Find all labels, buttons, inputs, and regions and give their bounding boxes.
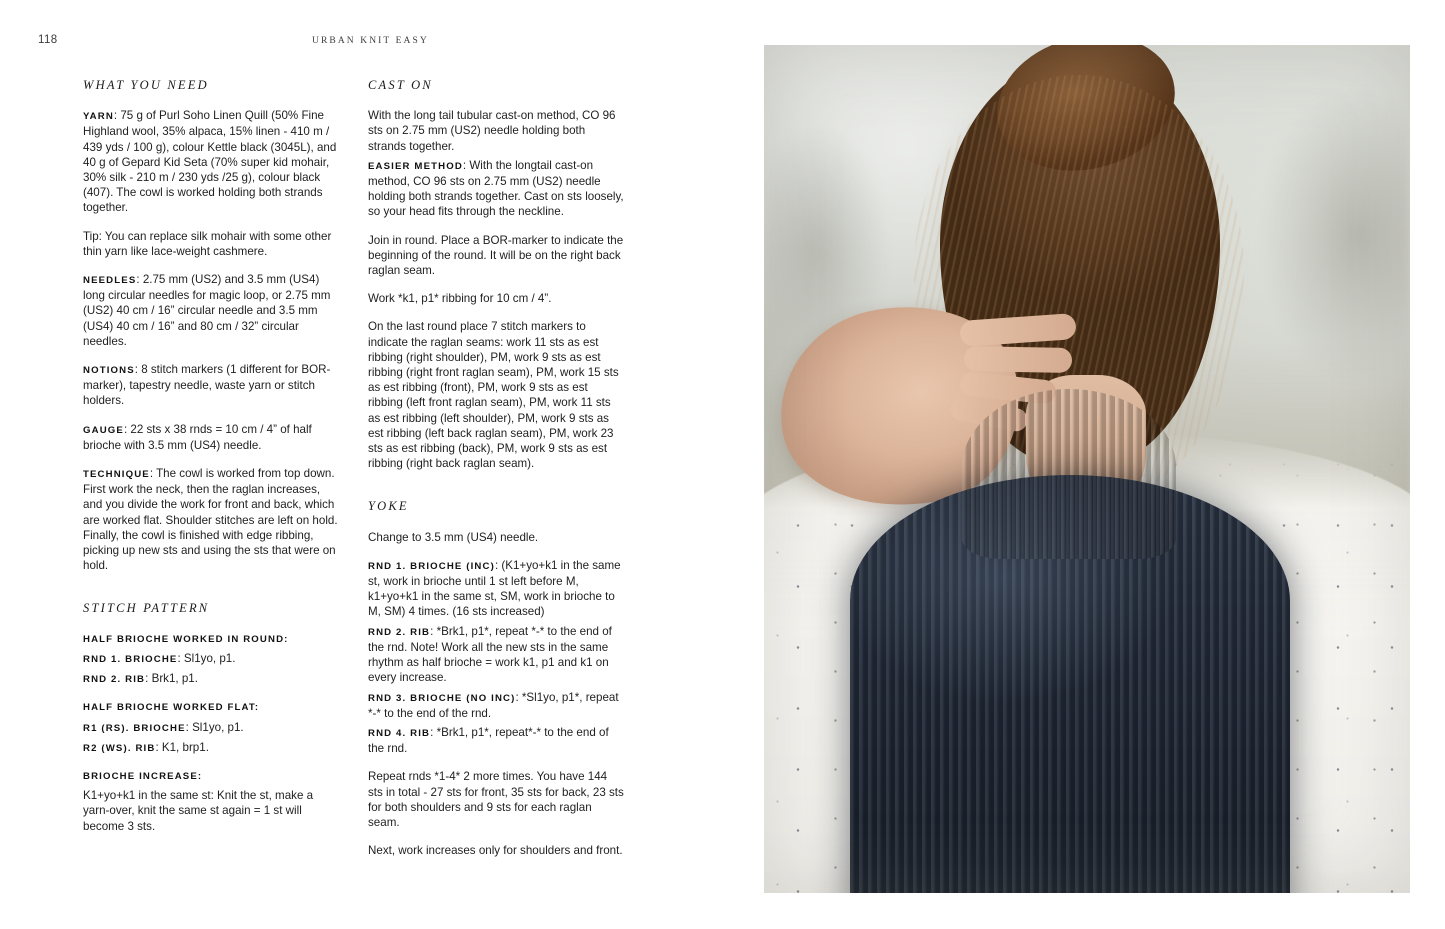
photo-cowl-back-view bbox=[764, 45, 1410, 893]
tip-text: Tip: You can replace silk mohair with some other thin yarn like lace-weight cashmere. bbox=[83, 229, 332, 258]
stitch-row-label-rnd1: RND 1. BRIOCHE bbox=[83, 653, 178, 665]
stitch-row-rnd1 bbox=[83, 651, 339, 667]
entry-text-yarn: : 75 g of Purl Soho Linen Quill (50% Fine Highland wool, 35% alpaca, 15% linen - 410 m / 439 yds / 100 g), colour Kettle black (3045L), and 40 g of Gepard Kid Seta (70% super kid mohair, 30% silk - 210 m / 230 yds /25 g), colour black (407). The cowl is worked holding both strands together. bbox=[83, 109, 337, 215]
left-text-column bbox=[83, 78, 339, 834]
yoke-closing-2: Next, work increases only for shoulders and front. bbox=[368, 844, 623, 858]
entry-text-notions: : 8 stitch markers (1 different for BOR-marker), tapestry needle, waste yarn or stitch holders. bbox=[83, 363, 331, 408]
stitch-row-label-rnd2: RND 2. RIB bbox=[83, 674, 146, 686]
yoke-rnd-3-label: RND 3. BRIOCHE (NO INC) bbox=[368, 692, 516, 704]
running-head: URBAN KNIT EASY bbox=[312, 36, 429, 46]
subheading-half-brioche-flat: HALF BRIOCHE WORKED FLAT: bbox=[83, 702, 260, 714]
cast-on-paragraph-1: With the long tail tubular cast-on method, CO 96 sts on 2.75 mm (US2) needle holding both strands together. bbox=[368, 109, 616, 153]
yoke-rnd-3-text: : *Sl1yo, p1*, repeat *-* to the end of the rnd. bbox=[368, 690, 619, 720]
entry-text-gauge: : 22 sts x 38 rnds = 10 cm / 4” of half brioche with 3.5 mm (US4) needle. bbox=[83, 422, 312, 452]
yoke-rnd-4-text: : *Brk1, p1*, repeat*-* to the end of the rnd. bbox=[368, 725, 609, 756]
entry-label-needles: NEEDLES bbox=[83, 275, 137, 287]
cast-on-paragraph-2: Join in round. Place a BOR-marker to indicate the beginning of the round. It will be on the right back raglan seam. bbox=[368, 233, 624, 278]
photo-cowl-neckline bbox=[962, 389, 1176, 559]
photo-background bbox=[764, 45, 1410, 893]
entry-gauge bbox=[83, 422, 339, 453]
entry-notions bbox=[83, 362, 339, 409]
entry-label-technique: TECHNIQUE bbox=[83, 469, 150, 481]
yoke-rnd-1-label: RND 1. BRIOCHE (INC) bbox=[368, 560, 495, 572]
stitch-row-text-r1: : Sl1yo, p1. bbox=[185, 720, 244, 734]
stitch-row-label-r1: R1 (RS). BRIOCHE bbox=[83, 722, 186, 734]
yoke-rnd-3 bbox=[368, 690, 624, 721]
cast-on-easier-method bbox=[368, 158, 624, 220]
cast-on-paragraph-3: Work *k1, p1* ribbing for 10 cm / 4”. bbox=[368, 292, 552, 306]
subheading-half-brioche-in-round: HALF BRIOCHE WORKED IN ROUND: bbox=[83, 633, 289, 645]
entry-yarn bbox=[83, 108, 339, 215]
stitch-row-text-r2: : K1, brp1. bbox=[155, 740, 209, 754]
stitch-row-rnd2 bbox=[83, 671, 339, 687]
entry-needles bbox=[83, 272, 339, 349]
easier-method-label: EASIER METHOD bbox=[368, 160, 463, 172]
section-title-cast-on: CAST ON bbox=[368, 78, 433, 92]
yoke-rnd-4 bbox=[368, 725, 624, 756]
stitch-row-r1 bbox=[83, 720, 339, 736]
yoke-closing-1: Repeat rnds *1-4* 2 more times. You have 144 sts in total - 27 sts for front, 35 sts for back, 23 sts for both shoulders and 9 sts for each raglan seam. bbox=[368, 770, 624, 829]
photo-knitted-cowl bbox=[850, 475, 1290, 893]
page-number: 118 bbox=[38, 34, 58, 46]
section-title-what-you-need: WHAT YOU NEED bbox=[83, 78, 209, 92]
yoke-rnd-1 bbox=[368, 558, 624, 620]
photo-finger-middle bbox=[964, 346, 1072, 373]
entry-text-needles: : 2.75 mm (US2) and 3.5 mm (US4) long circular needles for magic loop, or 2.75 mm (US2) 40 cm / 16” circular needle and 3.5 mm (US4) 40 cm / 16” and 80 cm / 32” circular needles. bbox=[83, 273, 331, 348]
yoke-rnd-1-text: : (K1+yo+k1 in the same st, work in brioche until 1 st left before M, k1+yo+k1 in the same st, SM, work in brioche to M, SM) 4 times. (16 sts increased) bbox=[368, 558, 621, 619]
section-title-yoke: YOKE bbox=[368, 499, 409, 514]
entry-label-gauge: GAUGE bbox=[83, 424, 124, 436]
stitch-row-text-rnd2: : Brk1, p1. bbox=[145, 672, 198, 686]
stitch-row-r2 bbox=[83, 740, 339, 756]
stitch-row-text-rnd1: : Sl1yo, p1. bbox=[177, 651, 236, 665]
entry-text-technique: : The cowl is worked from top down. First work the neck, then the raglan increases, and you divide the work for front and back, which are worked flat. Shoulder stitches are left on hold. Finally, the cowl is finished with edge ribbing, picking up new sts and using the sts that were on hold. bbox=[83, 467, 338, 573]
subheading-brioche-increase: BRIOCHE INCREASE: bbox=[83, 770, 203, 782]
yoke-rnd-2 bbox=[368, 624, 624, 686]
entry-label-notions: NOTIONS bbox=[83, 365, 135, 377]
yoke-intro: Change to 3.5 mm (US4) needle. bbox=[368, 530, 539, 544]
entry-technique bbox=[83, 466, 339, 573]
yoke-rnd-4-label: RND 4. RIB bbox=[368, 727, 431, 739]
section-title-stitch-pattern: STITCH PATTERN bbox=[83, 601, 210, 616]
easier-method-text: : With the longtail cast-on method, CO 96 sts on 2.75 mm (US2) needle holding both strands together. Cast on sts loosely, so your head fits through the neckline. bbox=[368, 158, 624, 219]
yoke-rnd-2-text: : *Brk1, p1*, repeat *-* to the end of the rnd. Note! Work all the new sts in the same rhythm as half brioche = work k1, p1 and k1 on every increase. bbox=[368, 624, 612, 685]
stitch-row-label-r2: R2 (WS). RIB bbox=[83, 742, 156, 754]
right-text-column bbox=[368, 78, 624, 858]
brioche-increase-text: K1+yo+k1 in the same st: Knit the st, make a yarn-over, knit the same st again = 1 st will become 3 sts. bbox=[83, 789, 314, 833]
entry-label-yarn: YARN bbox=[83, 111, 114, 123]
cast-on-paragraph-4: On the last round place 7 stitch markers to indicate the raglan seams: work 11 sts as est ribbing (right shoulder), PM, work 9 sts as est ribbing (right front raglan seam), PM, work 15 sts as est ribbing (front), PM, work 9 sts as est ribbing (left front raglan seam), PM, work 11 sts as est ribbing (left shoulder), PM, work 9 sts as est ribbing (left back raglan seam), PM, work 23 sts as est ribbing (back), PM, work 9 sts as est ribbing (right back raglan seam). bbox=[368, 320, 619, 471]
yoke-rnd-2-label: RND 2. RIB bbox=[368, 626, 431, 638]
